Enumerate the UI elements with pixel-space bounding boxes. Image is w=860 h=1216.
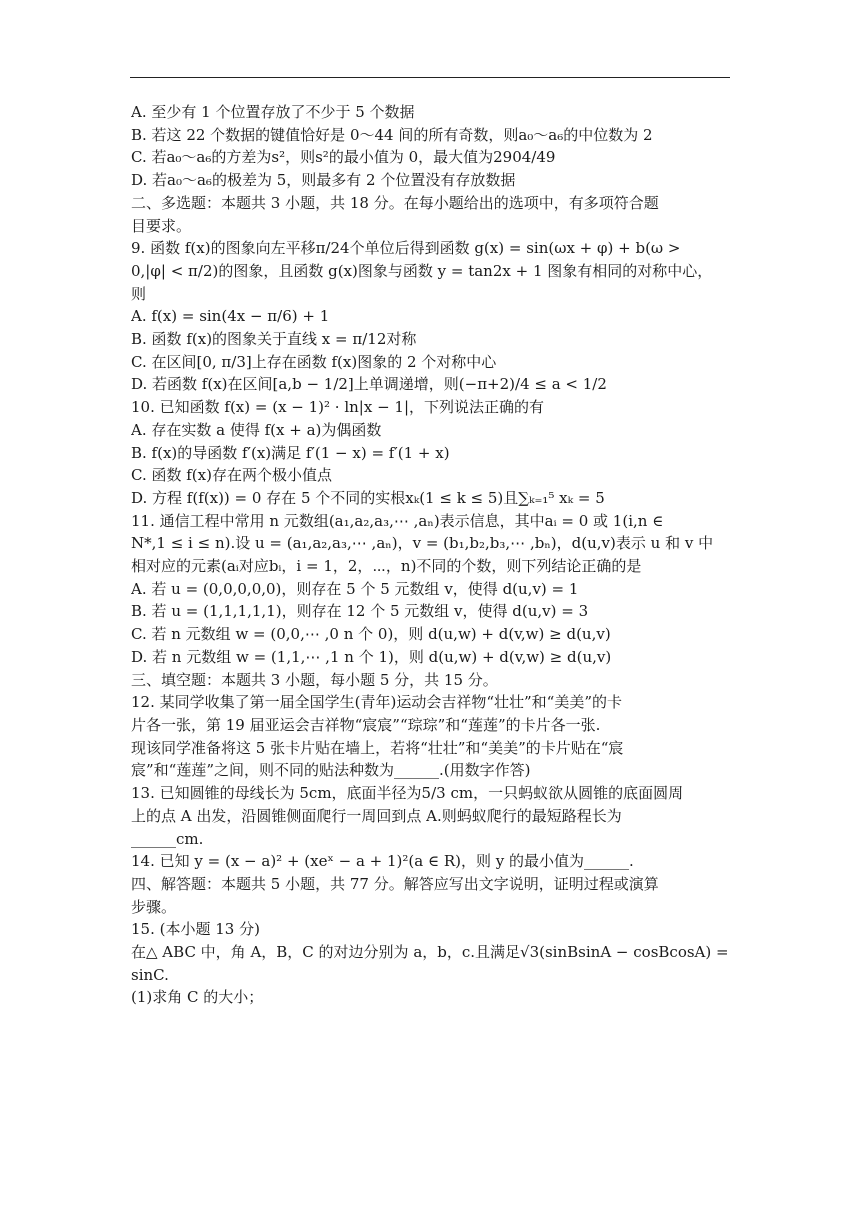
question-text: 宸”和“莲莲”之间，则不同的贴法种数为______.(用数字作答) [131,761,531,780]
question-text: 10. 已知函数 f(x) = (x − 1)² · ln|x − 1|，下列说法正确的有 [131,398,545,417]
question-text: 0,|φ| < π/2)的图象，且函数 g(x)图象与函数 y = tan2x + 1 图象有相同的对称中心， [131,261,713,280]
option-line: A. f(x) = sin(4x − π/6) + 1 [131,307,330,326]
question-text: sinC. [131,965,169,984]
question-text: 9. 函数 f(x)的图象向左平移π/24个单位后得到函数 g(x) = sin(ωx + φ) + b(ω > [131,239,681,258]
question-text: 12. 某同学收集了第一届全国学生(青年)运动会吉祥物“壮壮”和“美美”的卡 [131,693,623,712]
option-line: B. 若 u = (1,1,1,1,1)，则存在 12 个 5 元数组 v，使得 d(u,v) = 3 [131,602,589,621]
option-line: D. 若函数 f(x)在区间[a,b − 1/2]上单调递增，则(−π+2)/4 ≤ a < 1/2 [131,375,607,394]
question-text: 相对应的元素(aᵢ对应bᵢ，i = 1，2，⋯，n)不同的个数，则下列结论正确的是 [131,557,642,576]
option-line: C. 在区间[0, π/3]上存在函数 f(x)图象的 2 个对称中心 [131,352,497,371]
question-text: 片各一张，第 19 届亚运会吉祥物“宸宸”“琮琮”和“莲莲”的卡片各一张. [131,715,601,734]
option-line: A. 存在实数 a 使得 f(x + a)为偶函数 [131,420,382,439]
option-line: C. 函数 f(x)存在两个极小值点 [131,466,332,485]
section-heading: 目要求。 [131,216,192,235]
section-heading: 三、填空题：本题共 3 小题，每小题 5 分，共 15 分。 [131,670,498,689]
question-text: 14. 已知 y = (x − a)² + (xeˣ − a + 1)²(a ∈ R)，则 y 的最小值为______. [131,852,634,871]
option-line: D. 若a₀～a₆的极差为 5，则最多有 2 个位置没有存放数据 [131,171,516,190]
option-line: B. f(x)的导函数 f′(x)满足 f′(1 − x) = f′(1 + x) [131,443,450,462]
option-line: B. 函数 f(x)的图象关于直线 x = π/12对称 [131,330,417,349]
header-rule [130,77,730,78]
question-text: N*,1 ≤ i ≤ n).设 u = (a₁,a₂,a₃,⋯ ,aₙ)，v = (b₁,b₂,b₃,⋯ ,bₙ)，d(u,v)表示 u 和 v 中 [131,534,714,553]
question-text: 则 [131,284,147,303]
question-text: 13. 已知圆锥的母线长为 5cm，底面半径为5/3 cm，一只蚂蚁欲从圆锥的底面圆周 [131,784,684,803]
question-text: 上的点 A 出发，沿圆锥侧面爬行一周回到点 A.则蚂蚁爬行的最短路程长为 [131,806,622,825]
question-text: 在△ ABC 中，角 A，B，C 的对边分别为 a，b，c.且满足√3(sinBsinA − cosBcosA) = [131,943,729,962]
option-line: A. 若 u = (0,0,0,0,0)，则存在 5 个 5 元数组 v，使得 d(u,v) = 1 [131,579,579,598]
question-text: 现该同学准备将这 5 张卡片贴在墙上，若将“壮壮”和“美美”的卡片贴在“宸 [131,738,624,757]
section-heading: 二、多选题：本题共 3 小题，共 18 分。在每小题给出的选项中，有多项符合题 [131,193,659,212]
option-line: D. 若 n 元数组 w = (1,1,⋯ ,1 n 个 1)，则 d(u,w) + d(v,w) ≥ d(u,v) [131,647,612,666]
option-line: D. 方程 f(f(x)) = 0 存在 5 个不同的实根xₖ(1 ≤ k ≤ 5)且∑ₖ₌₁⁵ xₖ = 5 [131,488,605,507]
question-text: ______cm. [131,829,204,848]
option-line: B. 若这 22 个数据的键值恰好是 0～44 间的所有奇数，则a₀～a₆的中位数为 2 [131,125,653,144]
section-heading: 步骤。 [131,897,177,916]
section-heading: 四、解答题：本题共 5 小题，共 77 分。解答应写出文字说明，证明过程或演算 [131,874,659,893]
option-line: C. 若 n 元数组 w = (0,0,⋯ ,0 n 个 0)，则 d(u,w) + d(v,w) ≥ d(u,v) [131,625,611,644]
option-line: C. 若a₀～a₆的方差为s²，则s²的最小值为 0，最大值为2904/49 [131,148,556,167]
question-text: 11. 通信工程中常用 n 元数组(a₁,a₂,a₃,⋯ ,aₙ)表示信息，其中aᵢ = 0 或 1(i,n ∈ [131,511,664,530]
option-line: A. 至少有 1 个位置存放了不少于 5 个数据 [131,103,415,121]
document-body [131,101,731,1009]
question-text: 15. (本小题 13 分) [131,920,260,939]
question-text: (1)求角 C 的大小； [131,988,264,1007]
